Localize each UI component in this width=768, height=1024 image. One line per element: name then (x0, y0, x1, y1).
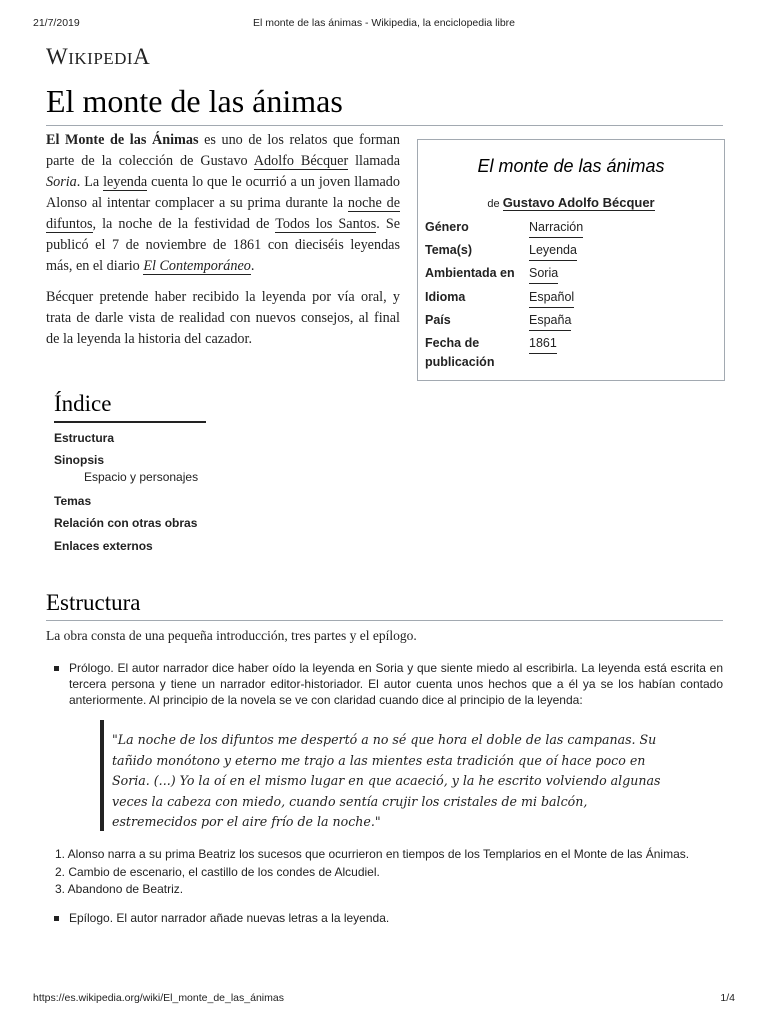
toc-heading: Índice (54, 391, 112, 416)
quote-bar (100, 720, 104, 831)
link-fecha[interactable]: 1861 (529, 334, 557, 354)
infobox: El monte de las ánimas de Gustavo Adolfo Bécquer Género Narración Tema(s) Leyenda Ambientada en Soria Idioma Español País España Fecha de publicación 1861 (417, 139, 725, 381)
page-title: El monte de las ánimas (46, 83, 343, 119)
link-adolfo-becquer[interactable]: Adolfo Bécquer (253, 153, 349, 169)
link-idioma[interactable]: Español (529, 288, 574, 308)
epilogo-text: Epílogo. El autor narrador añade nuevas letras a la leyenda. (69, 911, 390, 925)
list-item-part-3: 3. Abandono de Beatriz. (55, 882, 184, 896)
link-leyenda[interactable]: leyenda (103, 174, 148, 190)
bullet-icon (54, 916, 59, 921)
prologo-text: Prólogo. El autor narrador dice haber oído la leyenda en Soria y que siente miedo al escribirla. La leyenda está escrita en tercera persona y tiene un narrador editor-historiador. El autor cuenta unos hechos que a él ya se los habían contado anteriormente. Al principio de la novela se ve con claridad cuando dice al principio de la leyenda: (69, 661, 723, 707)
toc-item-espacio-y-personajes[interactable]: Espacio y personajes (84, 470, 199, 484)
intro-paragraph: El Monte de las Ánimas es uno de los relatos que forman parte de la colección de Gustavo Adolfo Bécquer llamada Soria. La leyenda cuenta lo que le ocurrió a un joven llamado Alonso al intentar complacer a su prima durante la noche de difuntos, la noche de la festividad de Todos los Santos. Se publicó el 7 de noviembre de 1861 con dieciséis leyendas más, en el diario El Contemporáneo. (46, 132, 401, 274)
title-divider (46, 125, 723, 126)
print-date: 21/7/2019 (33, 17, 80, 29)
toc-item-sinopsis[interactable]: Sinopsis (54, 453, 105, 467)
toc-item-estructura[interactable]: Estructura (54, 431, 115, 445)
section-divider (46, 620, 723, 621)
estructura-intro: La obra consta de una pequeña introducción, tres partes y el epílogo. (46, 628, 417, 643)
link-tema[interactable]: Leyenda (529, 241, 577, 261)
link-author[interactable]: Gustavo Adolfo Bécquer (502, 195, 655, 210)
link-noche-de-difuntos[interactable]: noche de difuntos (46, 195, 400, 232)
link-el-contemporaneo[interactable]: El Contemporáneo (143, 258, 251, 274)
link-soria[interactable]: Soria (529, 264, 558, 284)
toc-divider (54, 421, 206, 423)
link-todos-los-santos[interactable]: Todos los Santos (275, 216, 377, 232)
wikipedia-logo[interactable]: WIKIPEDIA (46, 44, 151, 69)
infobox-author-line: de Gustavo Adolfo Bécquer (487, 195, 655, 210)
toc-item-temas[interactable]: Temas (54, 494, 92, 508)
link-pais[interactable]: España (529, 311, 571, 331)
list-item-part-2: 2. Cambio de escenario, el castillo de los condes de Alcudiel. (55, 865, 380, 879)
toc-item-enlaces-externos[interactable]: Enlaces externos (54, 539, 153, 553)
infobox-title: El monte de las ánimas (477, 156, 665, 176)
link-genero[interactable]: Narración (529, 218, 583, 238)
intro-paragraph-2: Bécquer pretende haber recibido la leyenda por vía oral, y trata de darle vista de realidad con nuevos consejos, al final de la leyenda la historia del cazador. (46, 289, 400, 347)
list-item-part-1: 1. Alonso narra a su prima Beatriz los sucesos que ocurrieron en tiempos de los Templarios en el Monte de las Ánimas. (55, 847, 690, 861)
print-url: https://es.wikipedia.org/wiki/El_monte_de_las_ánimas (33, 992, 284, 1004)
blockquote-text: "La noche de los difuntos me despertó a no sé que hora el doble de las campanas. Su tañido monótono y eterno me trajo a las mientes esta tradición que oí hace poco en Soria. (...) Yo la oí en el mismo lugar en que acaeció, y la he escrito volviendo algunas veces la cabeza con miedo, cuando sentía crujir los cristales de mi balcón, estremecidos por el aire frío de la noche." (112, 732, 661, 829)
toc-item-relacion[interactable]: Relación con otras obras (54, 516, 198, 530)
print-page-number: 1/4 (720, 992, 735, 1004)
print-title: El monte de las ánimas - Wikipedia, la enciclopedia libre (252, 17, 516, 29)
section-heading-estructura: Estructura (46, 590, 141, 615)
bullet-icon (54, 666, 59, 671)
